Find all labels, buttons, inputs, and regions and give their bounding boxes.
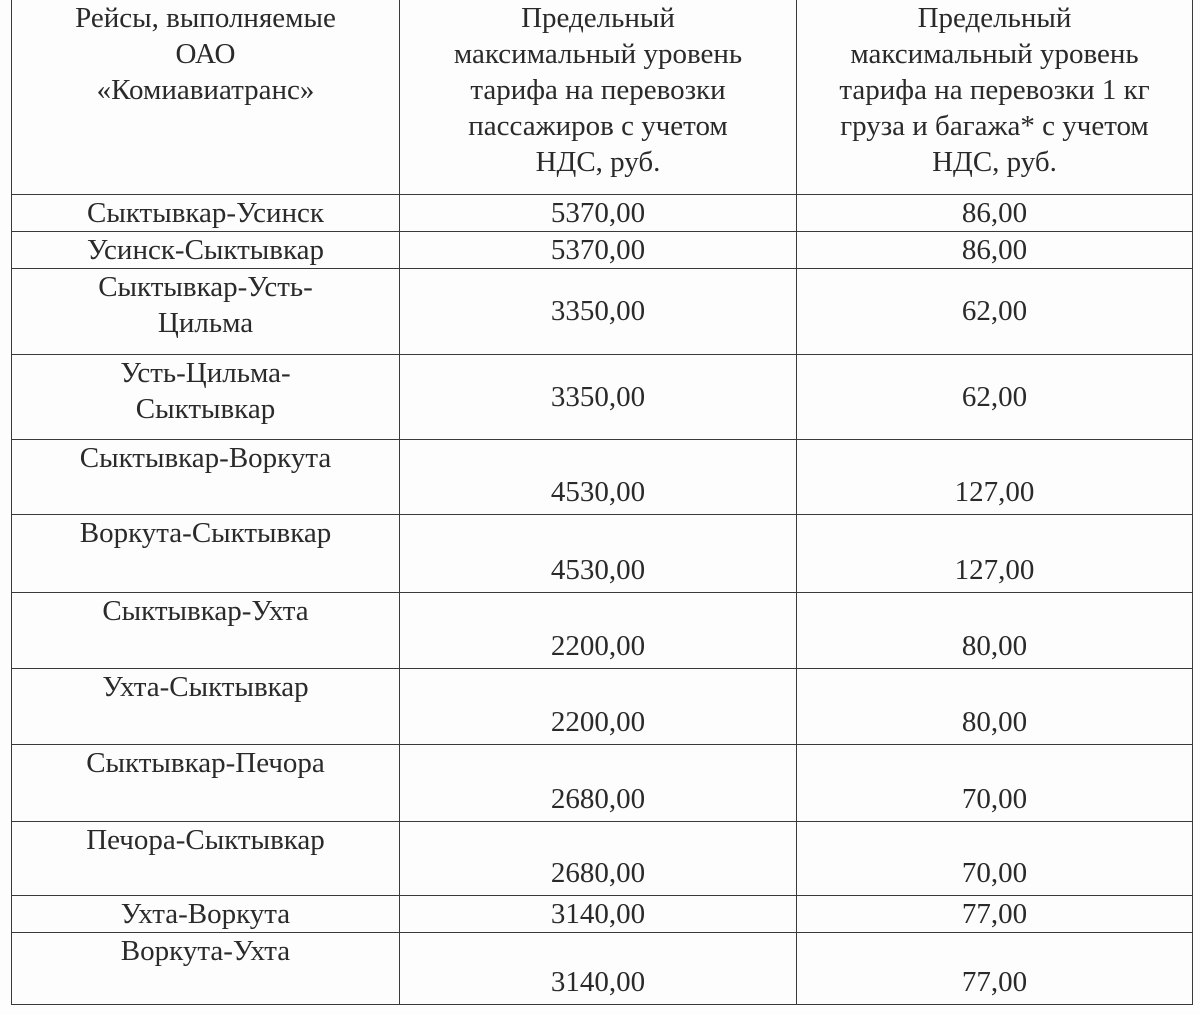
tariff-table xyxy=(11,0,1193,1005)
cargo-tariff-cell: 127,00 xyxy=(797,514,1193,592)
table-row xyxy=(12,592,1193,668)
cargo-tariff-cell: 77,00 xyxy=(797,932,1193,1004)
cargo-tariff-cell: 80,00 xyxy=(797,668,1193,744)
passenger-tariff-cell: 2680,00 xyxy=(400,744,797,821)
cargo-tariff-cell: 62,00 xyxy=(797,268,1193,354)
route-cell: Усть-Цильма- Сыктывкар xyxy=(12,354,400,439)
cargo-tariff-cell: 70,00 xyxy=(797,744,1193,821)
passenger-tariff-cell: 4530,00 xyxy=(400,514,797,592)
table-row xyxy=(12,895,1193,932)
table-row xyxy=(12,744,1193,821)
route-cell: Воркута-Ухта xyxy=(12,932,400,1004)
route-cell: Сыктывкар-Воркута xyxy=(12,439,400,514)
table-row xyxy=(12,932,1193,1004)
route-cell: Печора-Сыктывкар xyxy=(12,821,400,895)
passenger-tariff-cell: 2200,00 xyxy=(400,592,797,668)
route-cell: Воркута-Сыктывкар xyxy=(12,514,400,592)
header-cargo-tariff: Предельный максимальный уровень тарифа на перевозки 1 кг груза и багажа* с учетом НДС, руб. xyxy=(797,0,1193,194)
route-cell: Сыктывкар-Ухта xyxy=(12,592,400,668)
table-row xyxy=(12,194,1193,231)
passenger-tariff-cell: 2200,00 xyxy=(400,668,797,744)
cargo-tariff-cell: 77,00 xyxy=(797,895,1193,932)
passenger-tariff-cell: 5370,00 xyxy=(400,231,797,268)
header-route: Рейсы, выполняемые ОАО «Комиавиатранс» xyxy=(12,0,400,194)
table-row xyxy=(12,268,1193,354)
header-passenger-tariff: Предельный максимальный уровень тарифа на перевозки пассажиров с учетом НДС, руб. xyxy=(400,0,797,194)
header-row xyxy=(12,0,1193,194)
cargo-tariff-cell: 62,00 xyxy=(797,354,1193,439)
route-cell: Сыктывкар-Печора xyxy=(12,744,400,821)
table-row xyxy=(12,439,1193,514)
passenger-tariff-cell: 3140,00 xyxy=(400,932,797,1004)
table-row xyxy=(12,514,1193,592)
passenger-tariff-cell: 2680,00 xyxy=(400,821,797,895)
cargo-tariff-cell: 86,00 xyxy=(797,231,1193,268)
table-row xyxy=(12,231,1193,268)
route-cell: Сыктывкар-Усинск xyxy=(12,194,400,231)
passenger-tariff-cell: 4530,00 xyxy=(400,439,797,514)
cargo-tariff-cell: 127,00 xyxy=(797,439,1193,514)
cargo-tariff-cell: 86,00 xyxy=(797,194,1193,231)
cargo-tariff-cell: 80,00 xyxy=(797,592,1193,668)
passenger-tariff-cell: 3350,00 xyxy=(400,268,797,354)
table-row xyxy=(12,668,1193,744)
route-cell: Ухта-Сыктывкар xyxy=(12,668,400,744)
passenger-tariff-cell: 3140,00 xyxy=(400,895,797,932)
route-cell: Ухта-Воркута xyxy=(12,895,400,932)
passenger-tariff-cell: 3350,00 xyxy=(400,354,797,439)
route-cell: Сыктывкар-Усть- Цильма xyxy=(12,268,400,354)
cargo-tariff-cell: 70,00 xyxy=(797,821,1193,895)
table-row xyxy=(12,354,1193,439)
route-cell: Усинск-Сыктывкар xyxy=(12,231,400,268)
passenger-tariff-cell: 5370,00 xyxy=(400,194,797,231)
table-row xyxy=(12,821,1193,895)
